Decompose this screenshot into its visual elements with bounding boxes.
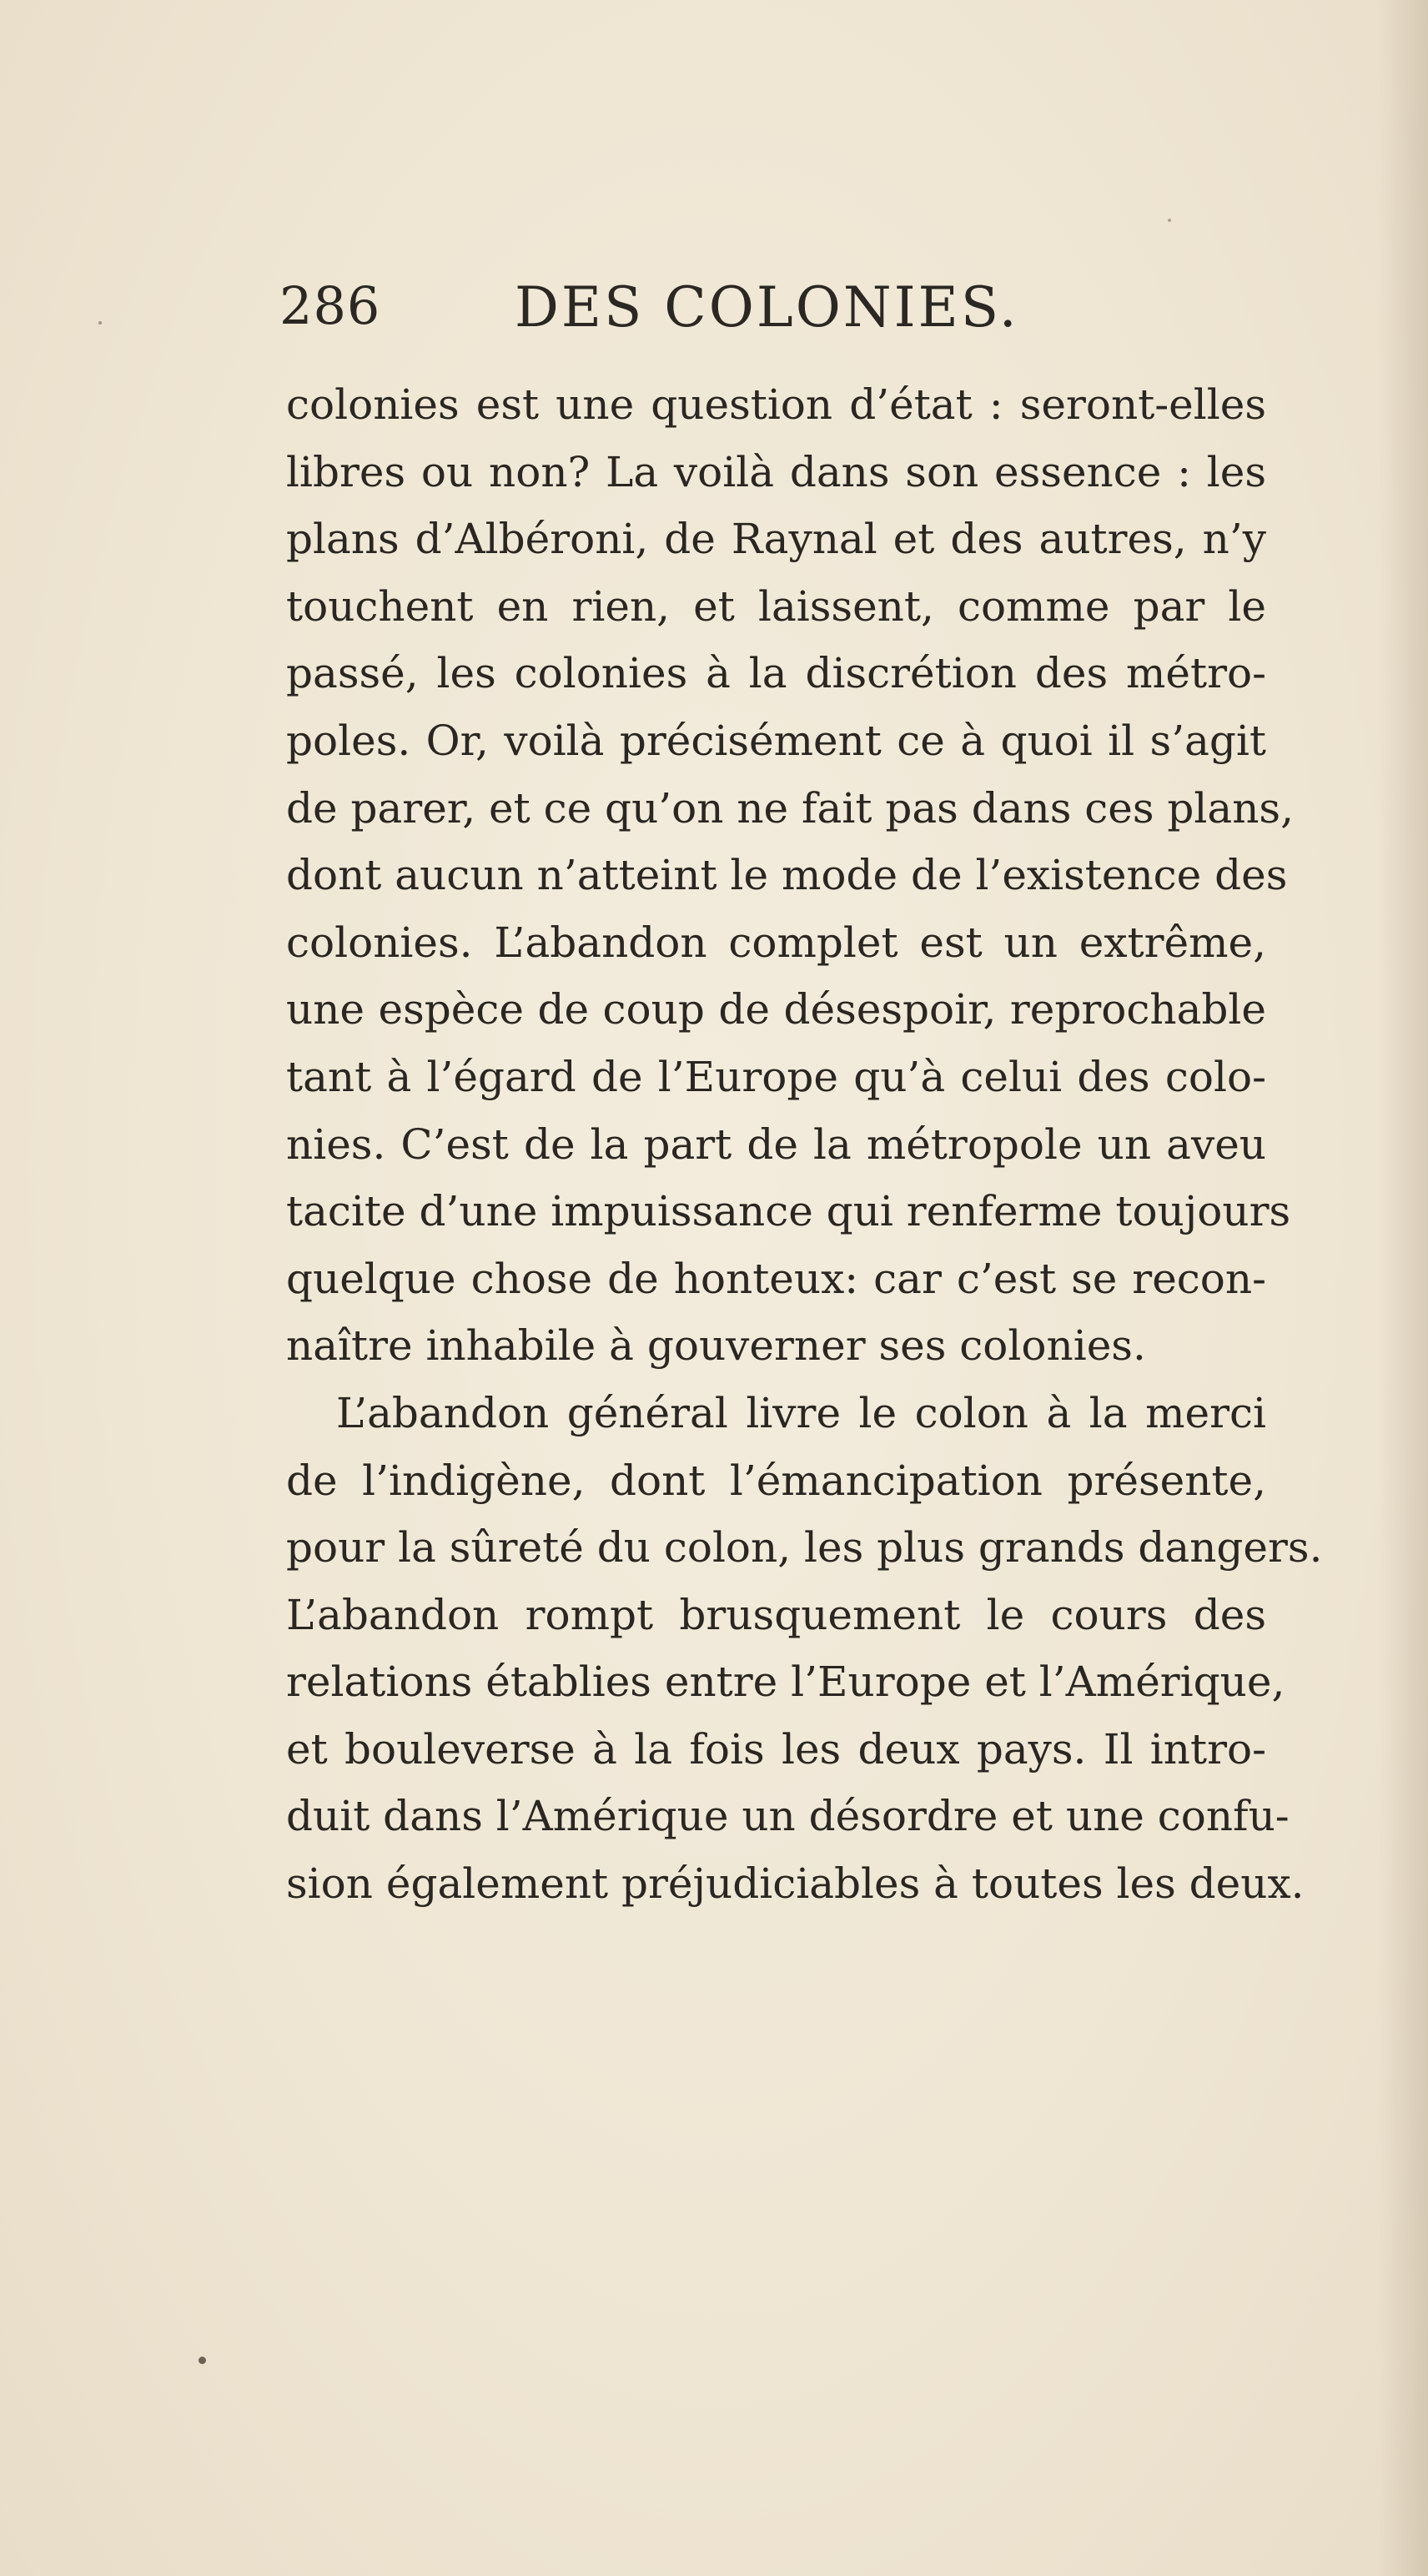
text-line: libres ou non? La voilà dans son essence : les (286, 447, 1266, 496)
running-header (279, 275, 1280, 350)
text-line: de l’indigène, dont l’émancipation présente, (286, 1456, 1266, 1505)
text-line: plans d’Albéroni, de Raynal et des autres, n’y (286, 515, 1266, 564)
text-line: tacite d’une impuissance qui renferme toujours (286, 1187, 1291, 1236)
text-line: quelque chose de honteux: car c’est se recon- (286, 1254, 1266, 1303)
text-line: duit dans l’Amérique un désordre et une confu- (286, 1792, 1290, 1841)
text-line: sion également préjudiciables à toutes les deux. (286, 1859, 1305, 1909)
text-line: tant à l’égard de l’Europe qu’à celui des colo- (286, 1052, 1266, 1101)
page-edge-shadow (1378, 0, 1428, 2576)
text-line: poles. Or, voilà précisément ce à quoi il s’agit (286, 716, 1266, 765)
page-number: 286 (279, 275, 381, 336)
text-line: de parer, et ce qu’on ne fait pas dans ces plans, (286, 783, 1294, 833)
text-line: touchent en rien, et laissent, comme par le (286, 581, 1266, 631)
text-line: une espèce de coup de désespoir, reprochable (286, 985, 1266, 1034)
text-line: et bouleverse à la fois les deux pays. Il intro- (286, 1724, 1266, 1774)
text-line: colonies. L’abandon complet est un extrême, (286, 918, 1266, 967)
paper-speck (98, 321, 102, 325)
text-line: nies. C’est de la part de la métropole un aveu (286, 1119, 1266, 1169)
text-line: relations établies entre l’Europe et l’Amérique, (286, 1658, 1285, 1707)
text-line: passé, les colonies à la discrétion des métro- (286, 649, 1266, 698)
text-line: L’abandon rompt brusquement le cours des (286, 1590, 1266, 1639)
body-text (286, 371, 1323, 1918)
paper-speck (199, 2357, 206, 2364)
paragraph-1 (286, 371, 1294, 1380)
text-line: dont aucun n’atteint le mode de l’existence des (286, 851, 1288, 900)
running-title: DES COLONIES. (515, 275, 1019, 340)
text-line: colonies est une question d’état : seront-elles (286, 380, 1266, 429)
text-line: naître inhabile à gouverner ses colonies. (286, 1321, 1146, 1371)
text-line: pour la sûreté du colon, les plus grands dangers. (286, 1523, 1323, 1572)
paragraph-2 (286, 1380, 1323, 1918)
text-line: L’abandon général livre le colon à la merci (336, 1388, 1266, 1437)
paper-speck (1168, 219, 1171, 222)
